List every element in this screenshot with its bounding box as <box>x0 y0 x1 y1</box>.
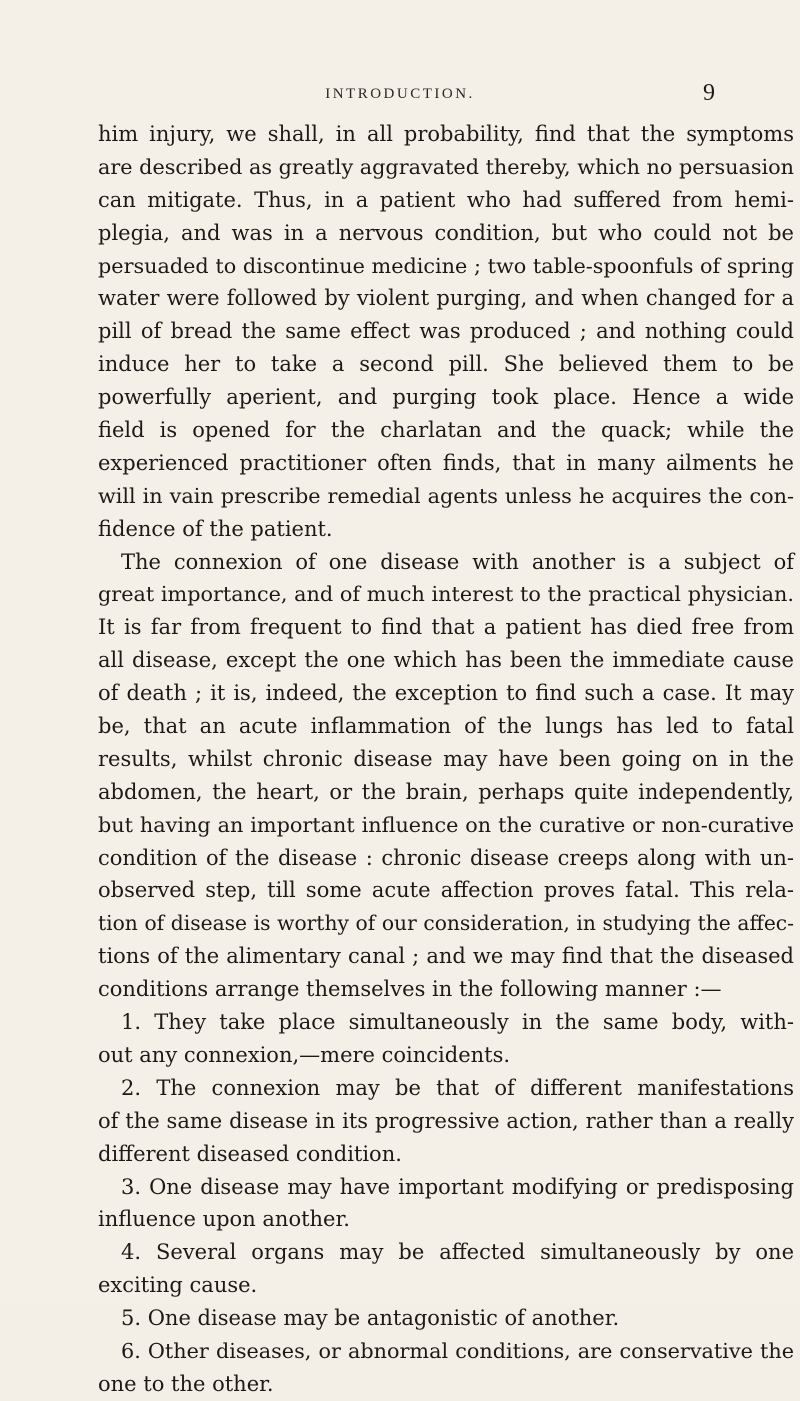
page-number: 9 <box>703 80 715 106</box>
text-line: powerfully aperient, and purging took place. Hence a wide <box>98 385 794 410</box>
text-line: condition of the disease : chronic disease creeps along with un- <box>98 845 794 870</box>
text-line: 1. They take place simultaneously in the same body, with- <box>121 1010 794 1035</box>
text-line: are described as greatly aggravated thereby, which no persuasion <box>98 154 794 179</box>
text-line: 6. Other diseases, or abnormal conditions, are conservative the <box>121 1338 794 1363</box>
text-line: one to the other. <box>98 1371 274 1396</box>
running-title: INTRODUCTION. <box>325 86 475 102</box>
text-line: of the same disease in its progressive action, rather than a really <box>98 1108 794 1133</box>
text-line: different diseased condition. <box>98 1141 402 1166</box>
text-line: field is opened for the charlatan and the quack; while the <box>98 418 794 443</box>
text-line: great importance, and of much interest to the practical physician. <box>98 582 794 607</box>
text-line: fidence of the patient. <box>98 516 333 541</box>
text-line: pill of bread the same effect was produced ; and nothing could <box>98 319 794 344</box>
text-line: results, whilst chronic disease may have been going on in the <box>98 746 794 771</box>
text-line: tion of disease is worthy of our consideration, in studying the affec- <box>98 911 794 936</box>
text-line: plegia, and was in a nervous condition, but who could not be <box>98 220 794 245</box>
text-line: observed step, till some acute affection proves fatal. This rela- <box>98 878 794 903</box>
text-line: be, that an acute inflammation of the lungs has led to fatal <box>98 714 794 739</box>
text-line: water were followed by violent purging, and when changed for a <box>98 286 794 311</box>
body-text <box>98 118 794 1401</box>
text-line: abdomen, the heart, or the brain, perhaps quite independently, <box>98 779 794 804</box>
text-line: will in vain prescribe remedial agents unless he acquires the con- <box>98 483 794 508</box>
text-line: It is far from frequent to find that a patient has died free from <box>98 615 794 640</box>
text-line: 4. Several organs may be affected simultaneously by one <box>121 1240 794 1265</box>
text-line: conditions arrange themselves in the following manner :— <box>98 977 722 1002</box>
text-line: exciting cause. <box>98 1273 258 1298</box>
text-line: of death ; it is, indeed, the exception to find such a case. It may <box>98 681 794 706</box>
text-line: persuaded to discontinue medicine ; two table-spoonfuls of spring <box>98 253 794 278</box>
text-line: influence upon another. <box>98 1207 350 1232</box>
text-line: experienced practitioner often finds, that in many ailments he <box>98 450 794 475</box>
text-line: but having an important influence on the curative or non-curative <box>98 812 794 837</box>
text-line: 2. The connexion may be that of different manifestations <box>121 1075 794 1100</box>
text-line: 3. One disease may have important modifying or predisposing <box>121 1174 794 1199</box>
text-line: him injury, we shall, in all probability, find that the symptoms <box>98 122 794 146</box>
text-line: The connexion of one disease with another is a subject of <box>121 549 794 574</box>
text-line: induce her to take a second pill. She believed them to be <box>98 352 794 377</box>
text-line: out any connexion,—mere coincidents. <box>98 1042 511 1067</box>
text-line: all disease, except the one which has been the immediate cause <box>98 648 794 673</box>
text-line: tions of the alimentary canal ; and we may find that the diseased <box>98 944 794 969</box>
running-head <box>0 80 800 110</box>
text-line: 5. One disease may be antagonistic of another. <box>121 1306 620 1331</box>
text-line: can mitigate. Thus, in a patient who had suffered from hemi- <box>98 187 794 212</box>
